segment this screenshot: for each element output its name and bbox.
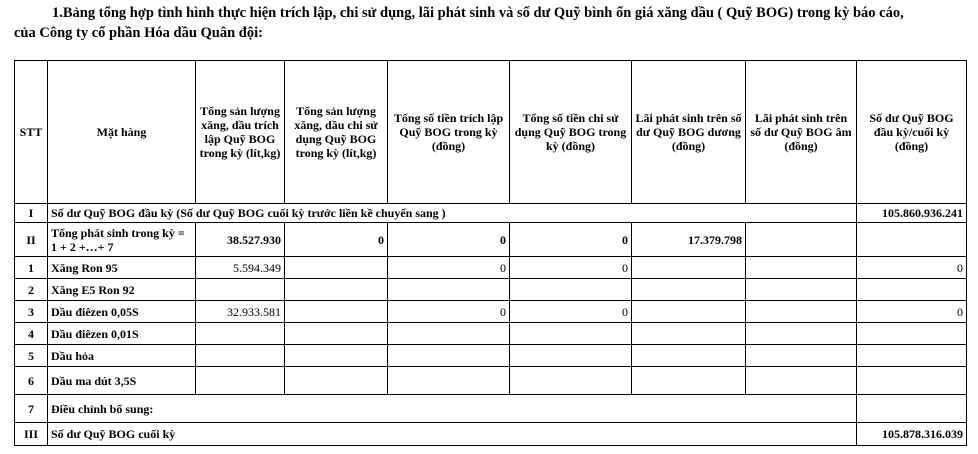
cell-item: Dầu điêzen 0,05S [48, 301, 196, 323]
cell-stt: 5 [15, 345, 48, 367]
cell-item: Điều chỉnh bổ sung: [48, 395, 857, 423]
cell-amount-sources: 0 [388, 223, 510, 257]
cell-interest-positive [632, 367, 746, 395]
cell-interest-negative [746, 257, 857, 279]
title-line-1: 1.Bảng tổng hợp tình hình thực hiện trích lập, chi sử dụng, lãi phát sinh và số dư Quỹ bình ổn giá xăng dầu ( Quỹ BOG) trong kỳ báo cáo, [52, 5, 904, 21]
closing-balance-row [15, 423, 967, 446]
cell-stt: III [15, 423, 48, 446]
cell-balance [857, 367, 967, 395]
cell-amount-uses [510, 279, 632, 301]
cell-balance [857, 279, 967, 301]
cell-volume-uses [285, 257, 388, 279]
cell-item: Số dư Quỹ BOG cuối kỳ [48, 423, 857, 446]
table-row [15, 367, 967, 395]
cell-amount-sources: 0 [388, 257, 510, 279]
cell-volume-sources: 32.933.581 [196, 301, 285, 323]
cell-interest-positive [632, 301, 746, 323]
cell-item: Xăng Ron 95 [48, 257, 196, 279]
title-line-2: của Công ty cổ phần Hóa dầu Quân đội: [14, 25, 263, 41]
cell-interest-negative [746, 345, 857, 367]
opening-balance-row [15, 204, 967, 223]
cell-stt: 1 [15, 257, 48, 279]
table-row [15, 345, 967, 367]
cell-balance [857, 345, 967, 367]
cell-interest-positive [632, 345, 746, 367]
cell-volume-sources [196, 323, 285, 345]
cell-volume-sources [196, 279, 285, 301]
cell-volume-sources: 5.594.349 [196, 257, 285, 279]
cell-amount-uses [510, 367, 632, 395]
header-interest-positive: Lãi phát sinh trên số dư Quỹ BOG dương (đồng) [632, 61, 746, 204]
total-row [15, 223, 967, 257]
table-row [15, 395, 967, 423]
cell-balance [857, 323, 967, 345]
table-row [15, 323, 967, 345]
cell-balance: 105.878.316.039 [857, 423, 967, 446]
cell-stt: 2 [15, 279, 48, 301]
cell-stt: 4 [15, 323, 48, 345]
cell-interest-positive [632, 323, 746, 345]
cell-volume-sources: 38.527.930 [196, 223, 285, 257]
cell-interest-negative [746, 323, 857, 345]
cell-interest-negative [746, 223, 857, 257]
cell-item: Xăng E5 Ron 92 [48, 279, 196, 301]
cell-stt: 3 [15, 301, 48, 323]
cell-volume-uses [285, 367, 388, 395]
table-row [15, 301, 967, 323]
header-volume-sources: Tổng sản lượng xăng, dầu trích lập Quỹ BOG trong kỳ (lít,kg) [196, 61, 285, 204]
header-balance: Số dư Quỹ BOG đầu kỳ/cuối kỳ (đồng) [857, 61, 967, 204]
cell-amount-sources [388, 367, 510, 395]
cell-item: Tổng phát sinh trong kỳ = 1 + 2 +…+ 7 [48, 223, 196, 257]
cell-volume-uses [285, 345, 388, 367]
header-amount-uses: Tổng số tiền chi sử dụng Quỹ BOG trong kỳ (đồng) [510, 61, 632, 204]
cell-volume-uses: 0 [285, 223, 388, 257]
cell-interest-negative [746, 279, 857, 301]
cell-amount-sources: 0 [388, 301, 510, 323]
cell-balance [857, 395, 967, 423]
cell-interest-positive [632, 257, 746, 279]
table-row [15, 279, 967, 301]
header-volume-uses: Tổng sản lượng xăng, dầu chi sử dụng Quỹ BOG trong kỳ (lít,kg) [285, 61, 388, 204]
cell-balance [857, 223, 967, 257]
cell-interest-positive: 17.379.798 [632, 223, 746, 257]
header-amount-sources: Tổng số tiền trích lập Quỹ BOG trong kỳ (đồng) [388, 61, 510, 204]
cell-interest-negative [746, 301, 857, 323]
cell-stt: I [15, 204, 48, 223]
cell-item: Dầu ma dút 3,5S [48, 367, 196, 395]
cell-stt: 7 [15, 395, 48, 423]
cell-amount-uses: 0 [510, 257, 632, 279]
cell-volume-sources [196, 367, 285, 395]
header-item: Mặt hàng [48, 61, 196, 204]
cell-volume-sources [196, 345, 285, 367]
report-title [14, 3, 974, 43]
header-stt: STT [15, 61, 48, 204]
cell-volume-uses [285, 323, 388, 345]
cell-interest-positive [632, 279, 746, 301]
cell-item: Dầu điêzen 0,01S [48, 323, 196, 345]
cell-balance: 0 [857, 301, 967, 323]
cell-interest-negative [746, 367, 857, 395]
cell-volume-uses [285, 301, 388, 323]
cell-amount-sources [388, 345, 510, 367]
table-row [15, 257, 967, 279]
cell-item: Dầu hỏa [48, 345, 196, 367]
cell-balance: 0 [857, 257, 967, 279]
cell-amount-uses: 0 [510, 301, 632, 323]
cell-stt: II [15, 223, 48, 257]
bog-fund-table [14, 60, 967, 446]
header-row [15, 61, 967, 204]
cell-volume-uses [285, 279, 388, 301]
cell-amount-uses [510, 323, 632, 345]
cell-amount-uses [510, 345, 632, 367]
cell-item: Số dư Quỹ BOG đầu kỳ (Số dư Quỹ BOG cuối kỳ trước liền kề chuyển sang ) [48, 204, 857, 223]
cell-amount-uses: 0 [510, 223, 632, 257]
cell-balance: 105.860.936.241 [857, 204, 967, 223]
cell-amount-sources [388, 279, 510, 301]
header-interest-negative: Lãi phát sinh trên số dư Quỹ BOG âm (đồng) [746, 61, 857, 204]
cell-amount-sources [388, 323, 510, 345]
cell-stt: 6 [15, 367, 48, 395]
